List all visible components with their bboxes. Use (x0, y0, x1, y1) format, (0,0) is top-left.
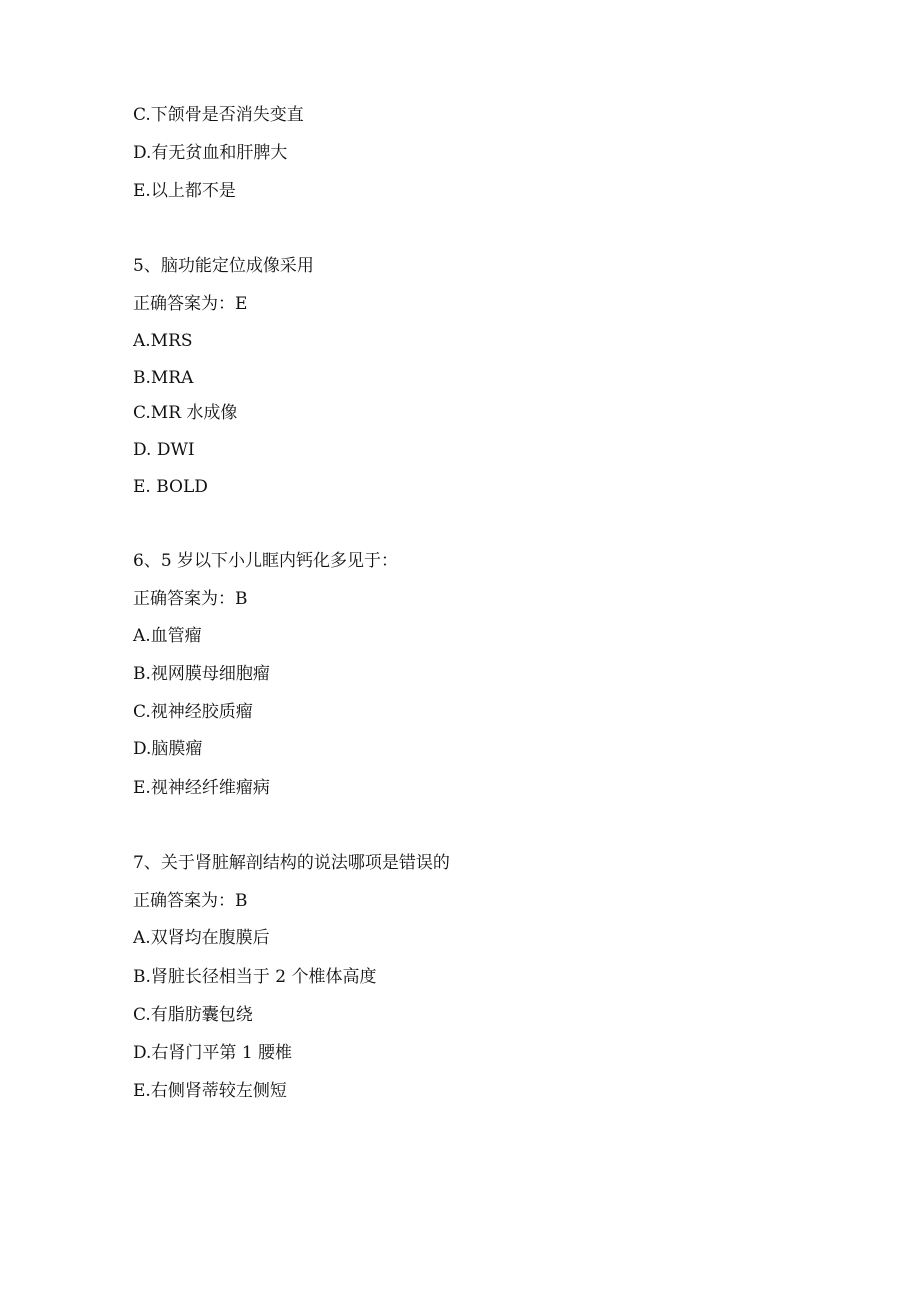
question-5-option-e: E. BOLD (133, 477, 208, 497)
question-5-title: 5、脑功能定位成像采用 (133, 256, 314, 276)
question-7-option-e: E.右侧肾蒂较左侧短 (133, 1081, 287, 1101)
option-d: D.有无贫血和肝脾大 (133, 143, 288, 163)
option-e: E.以上都不是 (133, 181, 236, 201)
question-7-option-d: D.右肾门平第 1 腰椎 (133, 1043, 293, 1063)
question-7-option-c: C.有脂肪囊包绕 (133, 1005, 253, 1025)
question-6-option-d: D.脑膜瘤 (133, 739, 203, 759)
question-7-option-b: B.肾脏长径相当于 2 个椎体高度 (133, 967, 377, 987)
question-7-title: 7、关于肾脏解剖结构的说法哪项是错误的 (133, 853, 450, 873)
question-6-option-b: B.视网膜母细胞瘤 (133, 664, 270, 684)
question-6-option-a: A.血管瘤 (133, 626, 202, 646)
option-c: C.下颌骨是否消失变直 (133, 105, 304, 125)
question-5-option-b: B.MRA (133, 368, 194, 388)
question-5-answer: 正确答案为：E (133, 294, 248, 314)
question-6-option-c: C.视神经胶质瘤 (133, 702, 253, 722)
question-7-option-a: A.双肾均在腹膜后 (133, 928, 270, 948)
question-5-option-a: A.MRS (133, 331, 193, 351)
question-6-option-e: E.视神经纤维瘤病 (133, 778, 270, 798)
question-6-title: 6、5 岁以下小儿眶内钙化多见于： (133, 551, 399, 571)
question-7-answer: 正确答案为：B (133, 891, 248, 911)
question-6-answer: 正确答案为：B (133, 589, 248, 609)
question-5-option-d: D. DWI (133, 440, 195, 460)
question-5-option-c: C.MR 水成像 (133, 403, 238, 423)
